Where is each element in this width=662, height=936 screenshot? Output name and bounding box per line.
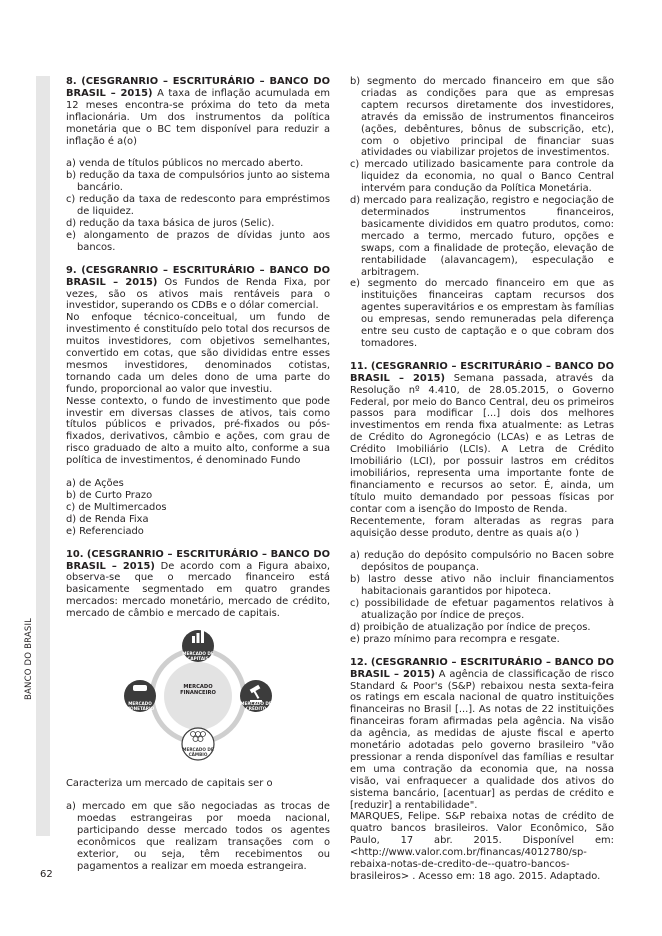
option-a: a) mercado em que são negociadas as trocas de moedas estrangeiras por moeda nacional, participando desse mercado todos os agentes econômicos que realizam transações com o exterior, ou seja, têm recebimentos ou pagamentos a realizar em moeda estrangeira. [66, 800, 330, 872]
option-a: a) redução do depósito compulsório no Bacen sobre depósitos de poupança. [350, 550, 614, 574]
center-label: MERCADO FINANCEIRO [180, 684, 216, 697]
option-e: e) Referenciado [66, 525, 144, 537]
question-source: (CESGRANRIO – ESCRITURÁRIO – BANCO DO BRASIL – 2015) [350, 360, 614, 384]
question-11 [350, 361, 614, 646]
option-b: b) de Curto Prazo [66, 490, 153, 501]
option-e: e) alongamento de prazos de dívidas junto aos bancos. [66, 229, 330, 253]
left-label: MERCADO MONETÁRIO [125, 701, 155, 712]
financial-market-diagram [66, 626, 330, 766]
option-d: d) de Renda Fixa [66, 513, 149, 525]
question-number: 11. [350, 360, 368, 372]
option-c: c) de Multimercados [66, 501, 167, 513]
question-stem: De acordo com a Figura abaixo, observa-se que o mercado financeiro está basicamente segmentado em quatro grandes mercados: mercado monetário, mercado de crédito, mercado de câmbio e mercado de capitais. [66, 560, 330, 620]
option-a: a) de Ações [66, 478, 124, 490]
question-number: 12. [350, 656, 368, 668]
question-8 [66, 76, 330, 254]
reference: MARQUES, Felipe. S&P rebaixa notas de crédito de quatro bancos brasileiros. Valor Econômico, São Paulo, 17 abr. 2015. Disponível em:<http://www.valor.com.br/financas/4012780/sp-rebaixa-notas-de-credito-de--quatro-bancos-brasileiros> . Acesso em: 18 ago. 2015. Adaptado. [350, 811, 614, 882]
option-c: c) redução da taxa de redesconto para empréstimos de liquidez. [66, 194, 330, 218]
question-text: No enfoque técnico-conceitual, um fundo de investimento é constituído pelo total dos recursos de muitos investidores, com objetivos semelhantes, convertido em cotas, que são divididas entre esses mesmos investidores, denominados cotistas, tornando cada um deles dono de uma parte do fundo, proporcional ao valor que investiu. [66, 312, 330, 395]
question-stem: A agência de classificação de risco Standard & Poor's (S&P) rebaixou nesta sexta-feira os ratings em escala nacional de quatro instituições financeiras no Brasil [...]. As notas de 22 instituições financeiras foram afirmadas pela agência. Na visão da agência, as medidas de ajuste fiscal e aperto monetário adotadas pelo governo brasileiro "vão pressionar a renda disponível das famílias e resultar em uma contração da economia que, na nossa visão, vai enfraquecer a qualidade dos ativos do sistema bancário, [acentuar] as perdas de crédito e [reduzir] a rentabilidade". [350, 668, 615, 811]
question-12 [350, 657, 614, 883]
left-column [66, 76, 330, 883]
question-source: (CESGRANRIO – ESCRITURÁRIO – BANCO DO BRASIL – 2015) [66, 76, 330, 99]
top-label: MERCADO DE CAPITAIS [182, 651, 214, 662]
option-d: d) mercado para realização, registro e negociação de determinados instrumentos financeiros, basicamente divididos em quatro produtos, como: mercado a termo, mercado futuro, opções e swaps, com a finalidade de proteção, elevação de rentabilidade (alavancagem), especulação e arbitragem. [350, 195, 614, 278]
side-label: BANCO DO BRASIL [24, 617, 34, 700]
page-number: 62 [40, 869, 53, 880]
question-stem: Os Fundos de Renda Fixa, por vezes, são os ativos mais rentáveis para o investidor, superando os CDBs e o dólar comercial. [66, 276, 331, 312]
handshake-icon [133, 685, 147, 691]
question-source: (CESGRANRIO – ESCRITURÁRIO – BANCO DO BRASIL – 2015) [66, 264, 330, 288]
financial-market-figure [66, 626, 330, 766]
question-prompt: Caracteriza um mercado de capitais ser o [66, 778, 273, 790]
option-d: d) proibição de atualização por índice de preços. [350, 621, 591, 633]
bottom-label: MERCADO DE CÂMBIO [182, 747, 214, 758]
option-b: b) segmento do mercado financeiro em que são criadas as condições para que as empresas captem recursos diretamente dos investidores, através da emissão de instrumentos financeiros (ações, debêntures, bônus de subscrição, etc), com o objetivo principal de financiar suas atividades ou viabilizar projetos de investimentos. [350, 76, 614, 159]
question-stem: A taxa de inflação acumulada em 12 meses encontra-se próxima do teto da meta inflacionária. Um dos instrumentos da política monetária que o BC tem disponível para reduzir a inflação é a(o) [66, 87, 330, 147]
option-b: b) redução da taxa de compulsórios junto ao sistema bancário. [66, 170, 330, 194]
question-10 [66, 549, 330, 873]
center-circle [164, 662, 232, 730]
question-source: (CESGRANRIO – ESCRITURÁRIO – BANCO DO BRASIL – 2015) [66, 548, 330, 572]
question-number: 8. [66, 76, 77, 87]
side-margin-bar [36, 76, 50, 836]
option-c: c) mercado utilizado basicamente para controle da liquidez da economia, no qual o Banco Central intervém para condução da Política Monetária. [350, 159, 614, 195]
option-e: e) prazo mínimo para recompra e resgate. [350, 633, 560, 645]
question-number: 10. [66, 548, 84, 560]
option-b: b) lastro desse ativo não incluir financiamentos habitacionais garantidos por hipoteca. [350, 574, 614, 598]
question-source: (CESGRANRIO – ESCRITURÁRIO – BANCO DO BRASIL – 2015) [350, 656, 614, 680]
option-c: c) possibilidade de efetuar pagamentos relativos à atualização por índice de preços. [350, 598, 614, 621]
option-d: d) redução da taxa básica de juros (Selic). [66, 217, 275, 229]
question-number: 9. [66, 264, 77, 276]
option-a: a) venda de títulos públicos no mercado aberto. [66, 158, 304, 170]
question-9 [66, 265, 330, 538]
question-10-continued [350, 76, 614, 350]
question-text: Recentemente, foram alteradas as regras para aquisição desse produto, dentre as quais a(o ) [350, 515, 614, 539]
right-column [350, 76, 614, 894]
option-e: e) segmento do mercado financeiro em que as instituições financeiras captam recursos dos agentes superavitários e os emprestam às famílias ou empresas, sendo remuneradas pela diferença entre seu custo de captação e o que cobram dos tomadores. [350, 278, 614, 349]
question-stem: Semana passada, através da Resolução nº 4.410, de 28.05.2015, o Governo Federal, por meio do Banco Central, deu os primeiros passos para modificar [...] dois dos melhores investimentos em renda fixa atualmente: as Letras de Crédito do Agronegócio (LCAs) e as Letras de Crédito Imobiliário (LCIs). A Letra de Crédito Imobiliário (LCI), por possuir lastros em créditos imobiliários, representa uma importante fonte de financiamento e recursos ao setor. É, ainda, um título muito demandado por pessoas físicas por contar com a isenção do Imposto de Renda. [350, 372, 614, 515]
right-label: MERCADO DE CRÉDITO [240, 701, 272, 712]
question-text-2: Nesse contexto, o fundo de investimento que pode investir em diversas classes de ativos, tais como títulos públicos e privados, pré-fixados ou pós-fixados, derivativos, câmbio e ações, com grau de risco graduado de alto a muito alto, conforme a sua política de investimentos, é denominado Fundo [66, 395, 330, 467]
